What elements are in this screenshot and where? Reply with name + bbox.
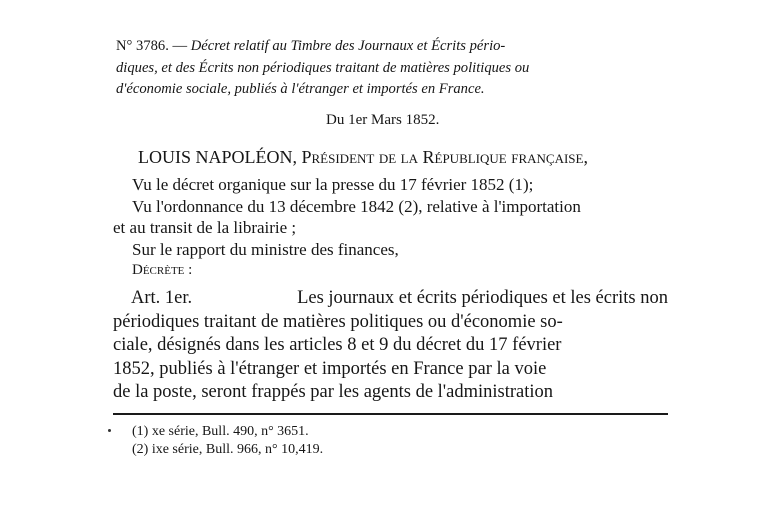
article-line-2: périodiques traitant de matières politiques ou d'économie so- bbox=[113, 312, 563, 332]
heading-line-2: diques, et des Écrits non périodiques traitant de matières politiques ou bbox=[116, 60, 530, 76]
article-line-5: de la poste, seront frappés par les agents de l'administration bbox=[113, 382, 554, 402]
decree-number: N° 3786. — bbox=[116, 38, 191, 54]
body-line-2: Vu l'ordonnance du 13 décembre 1842 (2), relative à l'importation bbox=[132, 197, 581, 216]
heading-text-1: Décret relatif au Timbre des Journaux et Écrits pério- bbox=[190, 38, 506, 54]
article-text-1: Les journaux et écrits périodiques et les écrits non bbox=[297, 288, 668, 308]
article-line-4: 1852, publiés à l'étranger et importés en France par la voie bbox=[113, 359, 547, 379]
president-line bbox=[138, 147, 588, 168]
heading-line-1 bbox=[116, 38, 668, 55]
body-line-1: Vu le décret organique sur la presse du 17 février 1852 (1); bbox=[132, 175, 534, 194]
president-title: , Président de la République française, bbox=[292, 147, 588, 167]
president-name: LOUIS NAPOLÉON bbox=[138, 147, 293, 167]
body-line-4: Sur le rapport du ministre des finances, bbox=[132, 240, 399, 259]
footnote-1: (1) xe série, Bull. 490, n° 3651. bbox=[132, 424, 309, 439]
article-label: Art. 1er. bbox=[131, 288, 193, 308]
decrete-label: Décrète : bbox=[132, 262, 193, 278]
ink-mark bbox=[108, 429, 111, 432]
decree-date: Du 1er Mars 1852. bbox=[326, 112, 440, 128]
article-line-1 bbox=[131, 288, 668, 309]
body-line-3: et au transit de la librairie ; bbox=[113, 218, 297, 237]
footnote-divider bbox=[113, 413, 668, 415]
footnote-2: (2) ixe série, Bull. 966, n° 10,419. bbox=[132, 442, 324, 457]
article-line-3: ciale, désignés dans les articles 8 et 9 du décret du 17 février bbox=[113, 335, 562, 355]
heading-line-3: d'économie sociale, publiés à l'étranger et importés en France. bbox=[116, 81, 485, 97]
